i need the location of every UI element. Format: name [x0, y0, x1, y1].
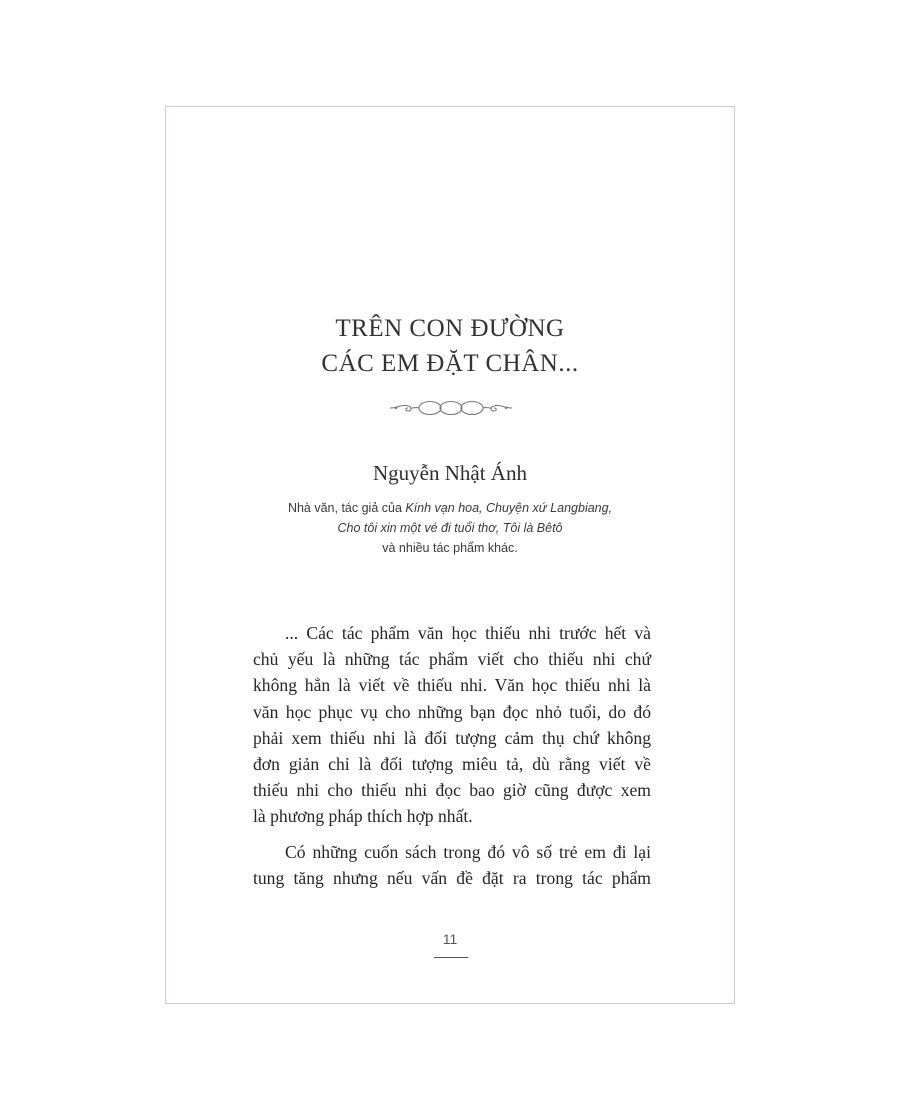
author-name: Nguyễn Nhật Ánh: [373, 461, 527, 485]
paragraph-1-line: đơn giản chỉ là đối tượng miêu tả, dù rằng viết về: [253, 754, 651, 775]
author-bio-works-2: Cho tôi xin một vé đi tuổi thơ, Tôi là Bêtô: [337, 521, 563, 535]
chapter-title-line-1: TRÊN CON ĐƯỜNG: [335, 315, 565, 342]
paragraph-1-line: không hẳn là viết về thiếu nhi. Văn học thiếu nhi là: [253, 675, 651, 696]
author-bio-works-1: Kính vạn hoa, Chuyện xứ Langbiang,: [405, 501, 613, 515]
flourish-ornament-icon: [388, 397, 514, 419]
author-bio-line-2: [166, 518, 734, 538]
chapter-title-line-2: CÁC EM ĐẶT CHÂN...: [321, 350, 579, 377]
author-bio-line-1: [166, 498, 734, 518]
author-bio: [166, 498, 734, 558]
paragraph-2-line: Có những cuốn sách trong đó vô số trẻ em đi lại: [285, 841, 651, 862]
paragraph-1: [253, 620, 651, 830]
paragraph-1-line: ... Các tác phẩm văn học thiếu nhi trước hết và: [285, 623, 651, 643]
body-text: [253, 620, 651, 900]
paragraph-1-line: là phương pháp thích hợp nhất.: [253, 806, 473, 827]
page-number-underline: [434, 957, 468, 958]
author-bio-suffix: và nhiều tác phẩm khác.: [382, 541, 518, 555]
paragraph-1-line: thiếu nhi cho thiếu nhi đọc bao giờ cũng được xem: [253, 780, 651, 801]
paragraph-1-line: phải xem thiếu nhi là đối tượng cảm thụ chứ không: [253, 727, 651, 748]
paragraph-1-line: văn học phục vụ cho những bạn đọc nhỏ tuổi, do đó: [253, 701, 651, 722]
author-bio-prefix: Nhà văn, tác giả của: [287, 501, 406, 515]
paragraph-1-line: chủ yếu là những tác phẩm viết cho thiếu nhi chứ: [253, 649, 651, 670]
chapter-title: [166, 311, 734, 381]
paragraph-2: [253, 839, 651, 891]
page-number: 11: [442, 931, 458, 947]
book-page: [165, 106, 735, 1004]
paragraph-2-line: tung tăng nhưng nếu vấn đề đặt ra trong tác phẩm: [253, 867, 651, 888]
